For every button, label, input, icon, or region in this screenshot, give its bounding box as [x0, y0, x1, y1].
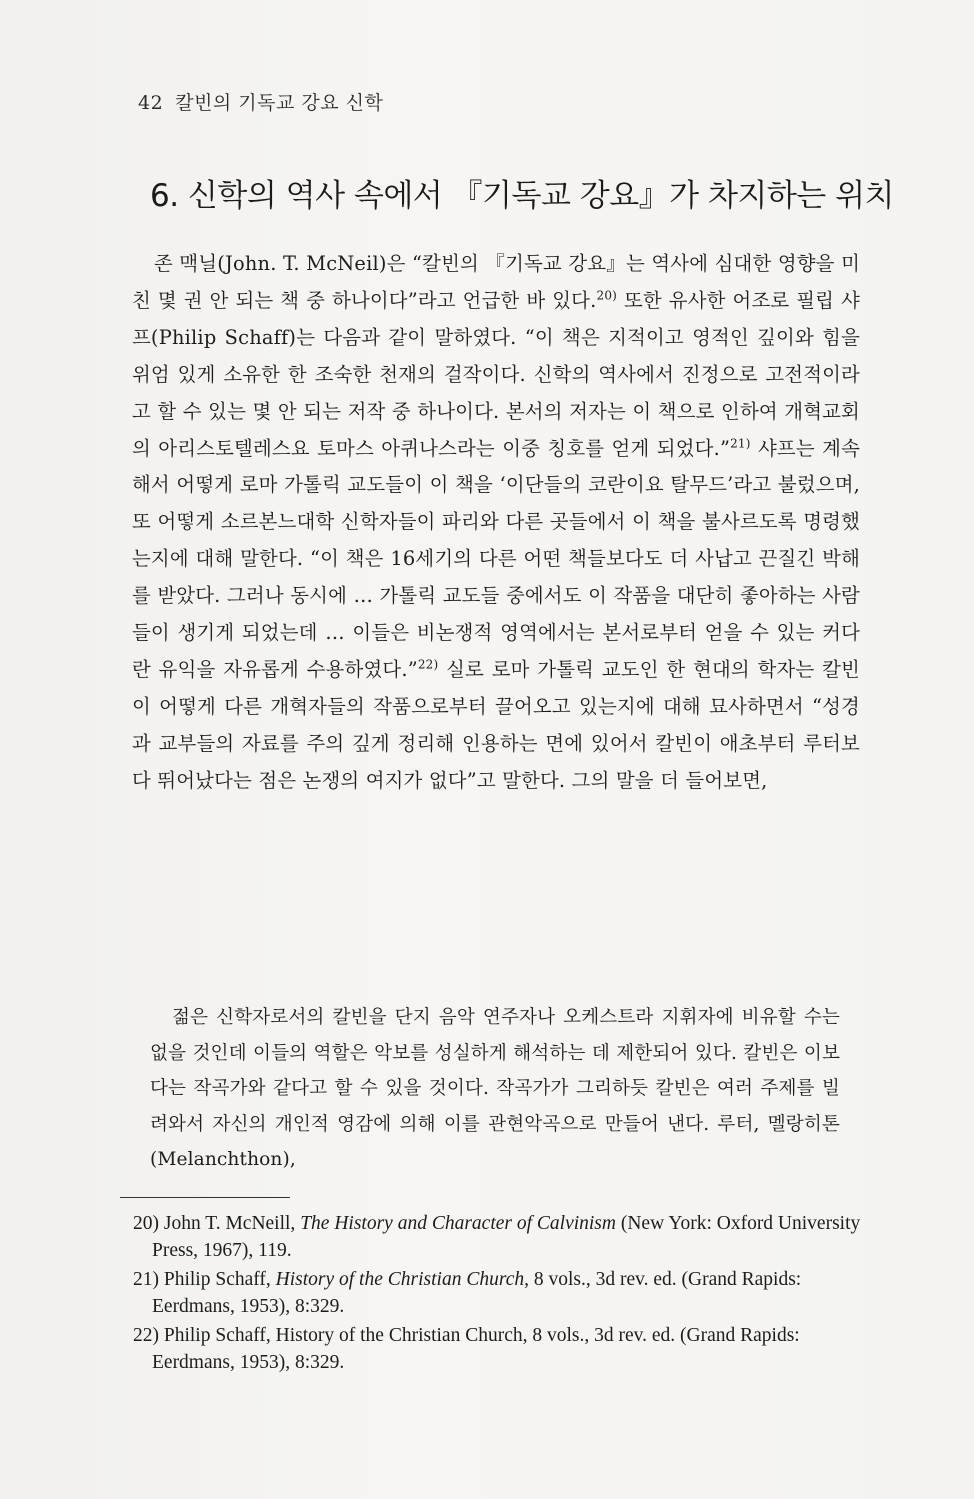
footnote-text: (New York: Oxford University Press, 1967), 119. [152, 1213, 861, 1261]
section-title: 6. 신학의 역사 속에서 『기독교 강요』가 차지하는 위치 [150, 178, 894, 214]
footnote-book-title: History of the Christian Church [275, 1269, 525, 1290]
running-header [138, 88, 383, 115]
body-text-part-3: 샤프는 계속해서 어떻게 로마 가톨릭 교도들이 이 책을 ‘이단들의 코란이요 탈무드’라고 불렀으며, 또 어떻게 소르본느대학 신학자들이 파리와 다른 곳들에서 이 책을 불사르도록 명령했는지에 대해 말한다. “이 책은 16세기의 다른 어떤 책들보다도 더 사납고 끈질긴 박해를 받았다. 그러나 동시에 … 가톨릭 교도들 중에서도 이 작품을 대단히 좋아하는 사람들이 생기게 되었는데 … 이들은 비논쟁적 영역에서는 본서로부터 얻을 수 있는 커다란 유익을 자유롭게 수용하였다.” [132, 436, 860, 681]
body-paragraph [132, 246, 860, 800]
footnote-22 [133, 1322, 873, 1376]
footnote-book-title: The History and Character of Calvinism [300, 1213, 616, 1234]
footnote-ref-22: 22) [417, 657, 439, 672]
body-text-part-1: 존 맥닐(John. T. McNeil)은 “칼빈의 『기독교 강요』는 역사에 심대한 영향을 미친 몇 권 안 되는 책 중 하나이다”라고 언급한 바 있다. [132, 252, 860, 312]
footnote-20 [133, 1210, 873, 1264]
footnote-number: 21) [133, 1269, 159, 1290]
body-text-part-4: 실로 로마 가톨릭 교도인 한 현대의 학자는 칼빈이 어떻게 다른 개혁자들의 작품으로부터 끌어오고 있는지에 대해 묘사하면서 “성경과 교부들의 자료를 주의 깊게 정리해 인용하는 면에 있어서 칼빈이 애초부터 루터보다 뛰어났다는 점은 논쟁의 여지가 없다”고 말한다. 그의 말을 더 들어보면, [132, 657, 860, 792]
footnote-text: Philip Schaff, [163, 1269, 276, 1290]
footnote-text: Philip Schaff, History of the Christian Church, 8 vols., 3d rev. ed. (Grand Rapids: Eerdmans, 1953), 8:329. [152, 1325, 800, 1373]
footnote-number: 22) [133, 1325, 159, 1346]
footnote-21 [133, 1266, 873, 1320]
page-number: 42 [138, 92, 164, 114]
footnote-number: 20) [133, 1213, 159, 1234]
block-quote: 젊은 신학자로서의 칼빈을 단지 음악 연주자나 오케스트라 지휘자에 비유할 수는 없을 것인데 이들의 역할은 악보를 성실하게 해석하는 데 제한되어 있다. 칼빈은 이보다는 작곡가와 같다고 할 수 있을 것이다. 작곡가가 그리하듯 칼빈은 여러 주제를 빌려와서 자신의 개인적 영감에 의해 이를 관현악곡으로 만들어 낸다. 루터, 멜랑히톤(Melanchthon), [150, 1007, 840, 1170]
footnote-ref-21: 21) [730, 436, 751, 451]
footnote-divider [120, 1197, 290, 1198]
footnote-ref-20: 20) [596, 288, 618, 303]
footnote-text: John T. McNeill, [163, 1213, 301, 1234]
footnote-list [133, 1210, 873, 1378]
body-text-part-2: 또한 유사한 어조로 필립 샤프(Philip Schaff)는 다음과 같이 말하였다. “이 책은 지적이고 영적인 깊이와 힘을 위엄 있게 소유한 한 조숙한 천재의 걸작이다. 신학의 역사에서 진정으로 고전적이라고 할 수 있는 몇 안 되는 저작 중 하나이다. 본서의 저자는 이 책으로 인하여 개혁교회의 아리스토텔레스요 토마스 아퀴나스라는 이중 칭호를 얻게 되었다.” [132, 288, 860, 460]
running-title: 칼빈의 기독교 강요 신학 [175, 92, 384, 114]
footnote-text: , 8 vols., 3d rev. ed. (Grand Rapids: Eerdmans, 1953), 8:329. [152, 1269, 802, 1317]
